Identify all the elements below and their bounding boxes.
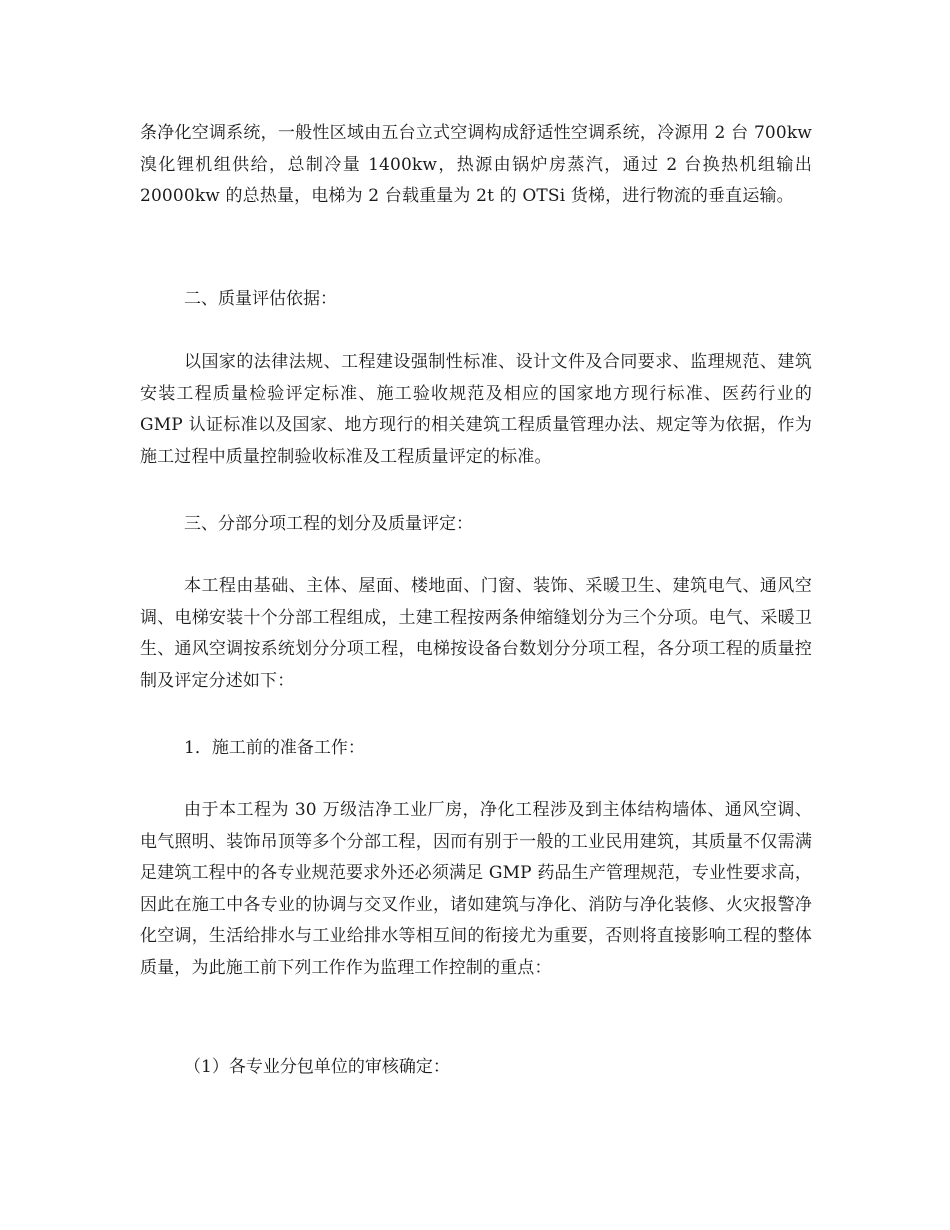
project-description-paragraph: 条净化空调系统，一般性区域由五台立式空调构成舒适性空调系统，冷源用 2 台 700kw 溴化锂机组供给，总制冷量 1400kw，热源由锅炉房蒸汽，通过 2 台换热机组输出 20000kw 的总热量，电梯为 2 台载重量为 2t 的 OTSi 货梯，进行物流的垂直运输。	[140, 123, 812, 206]
section-heading-division-evaluation: 三、分部分项工程的划分及质量评定：	[184, 514, 473, 534]
preparation-paragraph: 由于本工程为 30 万级洁净工业厂房，净化工程涉及到主体结构墙体、通风空调、电气照明、装饰吊顶等多个分部工程，因而有别于一般的工业民用建筑，其质量不仅需满足建筑工程中的各专业规范要求外还必须满足 GMP 药品生产管理规范，专业性要求高，因此在施工中各专业的协调与交叉作业，诸如建筑与净化、消防与净化装修、火灾报警净化空调，生活给排水与工业给排水等相互间的衔接尤为重要，否则将直接影响工程的整体质量，为此施工前下列工作作为监理工作控制的重点：	[140, 800, 812, 978]
subsection-heading-preparation: 1．施工前的准备工作：	[184, 738, 365, 758]
division-evaluation-paragraph: 本工程由基础、主体、屋面、楼地面、门窗、装饰、采暖卫生、建筑电气、通风空调、电梯安装十个分部工程组成，土建工程按两条伸缩缝划分为三个分项。电气、采暖卫生、通风空调按系统划分分项工程，电梯按设备台数划分分项工程，各分项工程的质量控制及评定分述如下：	[140, 576, 812, 691]
item-heading-subcontractor-review: （1）各专业分包单位的审核确定：	[184, 1057, 450, 1077]
quality-basis-paragraph: 以国家的法律法规、工程建设强制性标准、设计文件及合同要求、监理规范、建筑安装工程质量检验评定标准、施工验收规范及相应的国家地方现行标准、医药行业的 GMP 认证标准以及国家、地方现行的相关建筑工程质量管理办法、规定等为依据，作为施工过程中质量控制验收标准及工程质量评定的标准。	[140, 352, 812, 467]
section-heading-quality-basis: 二、质量评估依据：	[184, 289, 337, 309]
